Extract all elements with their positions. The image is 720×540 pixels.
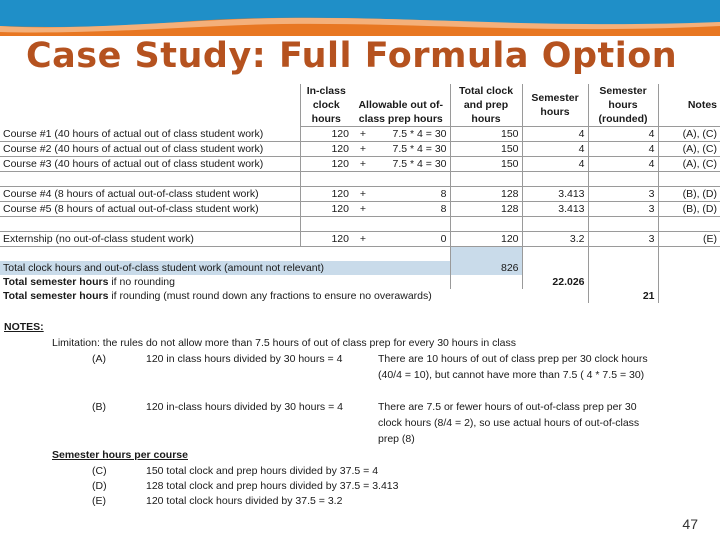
rounded-hours: 3 [588,187,658,202]
semester-hours: 3.413 [522,187,588,202]
course-name: Course #5 (8 hours of actual out-of-class student work) [0,202,300,217]
limitation-text: Limitation: the rules do not allow more than 7.5 hours of out of class prep for every 30 hours in class [52,337,516,349]
prep-hours: 8 [374,187,450,202]
notes-heading: NOTES: [4,321,44,333]
table-row [0,127,720,142]
course-name: Course #1 (40 hours of actual out of class student work) [0,127,300,142]
page-number: 47 [682,516,698,532]
operator: + [352,187,374,202]
total-hours: 150 [450,142,522,157]
rounded-hours: 4 [588,157,658,172]
note-b-key: (B) [92,401,106,413]
header-notes: Notes [658,84,720,127]
course-name: Externship (no out-of-class student work) [0,232,300,247]
note-e-key: (E) [92,495,106,507]
note-a-expl-1: There are 10 hours of out of class prep per 30 clock hours [378,353,648,365]
course-name: Course #2 (40 hours of actual out of class student work) [0,142,300,157]
semester-hours: 4 [522,127,588,142]
notes-ref: (E) [658,232,720,247]
note-b-expl-2: clock hours (8/4 = 2), so use actual hours of out-of-class [378,417,640,429]
operator: + [352,142,374,157]
table-row [0,202,720,217]
prep-hours: 7.5 * 4 = 30 [374,127,450,142]
table-header-row [0,84,720,127]
no-round-value: 22.026 [522,275,588,289]
total-hours: 128 [450,187,522,202]
notes-ref: (B), (D) [658,187,720,202]
prep-hours: 7.5 * 4 = 30 [374,142,450,157]
semester-hours-heading: Semester hours per course [52,449,188,461]
rounded-hours: 4 [588,127,658,142]
operator: + [352,157,374,172]
semester-hours: 3.413 [522,202,588,217]
header-semester: Semester hours [522,84,588,127]
inclass-hours: 120 [300,142,352,157]
total-clock-label: Total clock hours and out-of-class student work (amount not relevant) [0,261,450,275]
note-a-expl-2: (40/4 = 10), but cannot have more than 7.5 ( 4 * 7.5 = 30) [378,369,645,381]
note-a-text: 120 in class hours divided by 30 hours = 4 [146,353,343,365]
header-total: Total clock and prep hours [450,84,522,127]
notes-ref: (A), (C) [658,127,720,142]
header-wave-decoration [0,0,720,36]
total-no-rounding-row [0,275,720,289]
rounded-hours: 4 [588,142,658,157]
semester-hours: 4 [522,157,588,172]
rounded-hours: 3 [588,232,658,247]
note-a-key: (A) [92,353,106,365]
note-d-key: (D) [92,480,107,492]
course-name: Course #3 (40 hours of actual out of class student work) [0,157,300,172]
total-hours: 128 [450,202,522,217]
note-d-text: 128 total clock and prep hours divided by 37.5 = 3.413 [146,480,399,492]
note-e-text: 120 total clock hours divided by 37.5 = 3.2 [146,495,343,507]
total-hours: 120 [450,232,522,247]
course-name: Course #4 (8 hours of actual out-of-class student work) [0,187,300,202]
spreadsheet [0,84,720,303]
inclass-hours: 120 [300,187,352,202]
inclass-hours: 120 [300,232,352,247]
semester-hours: 3.2 [522,232,588,247]
notes-ref: (A), (C) [658,142,720,157]
inclass-hours: 120 [300,157,352,172]
table-row [0,142,720,157]
no-round-suffix: if no rounding [108,276,175,288]
total-rounding-row [0,289,720,303]
table-row [0,157,720,172]
notes-ref: (B), (D) [658,202,720,217]
semester-hours: 4 [522,142,588,157]
operator: + [352,232,374,247]
page-title: Case Study: Full Formula Option [26,36,678,76]
round-suffix: if rounding (must round down any fractions to ensure no overawards) [108,290,432,302]
note-b-expl-3: prep (8) [378,433,415,445]
header-prep: Allowable out of-class prep hours [352,84,450,127]
course-table [0,84,720,303]
header-rounded: Semester hours (rounded) [588,84,658,127]
total-hours: 150 [450,127,522,142]
total-hours: 150 [450,157,522,172]
table-row [0,187,720,202]
inclass-hours: 120 [300,202,352,217]
round-value: 21 [588,289,658,303]
table-row [0,232,720,247]
total-clock-row [0,261,720,275]
note-c-key: (C) [92,465,107,477]
operator: + [352,127,374,142]
operator: + [352,202,374,217]
note-b-expl-1: There are 7.5 or fewer hours of out-of-class prep per 30 [378,401,637,413]
header-inclass: In-class clock hours [300,84,352,127]
prep-hours: 8 [374,202,450,217]
prep-hours: 7.5 * 4 = 30 [374,157,450,172]
total-clock-value: 826 [450,261,522,275]
no-round-label: Total semester hours [3,276,109,288]
inclass-hours: 120 [300,127,352,142]
rounded-hours: 3 [588,202,658,217]
notes-ref: (A), (C) [658,157,720,172]
note-b-text: 120 in-class hours divided by 30 hours = 4 [146,401,343,413]
round-label: Total semester hours [3,290,109,302]
prep-hours: 0 [374,232,450,247]
note-c-text: 150 total clock and prep hours divided by 37.5 = 4 [146,465,379,477]
